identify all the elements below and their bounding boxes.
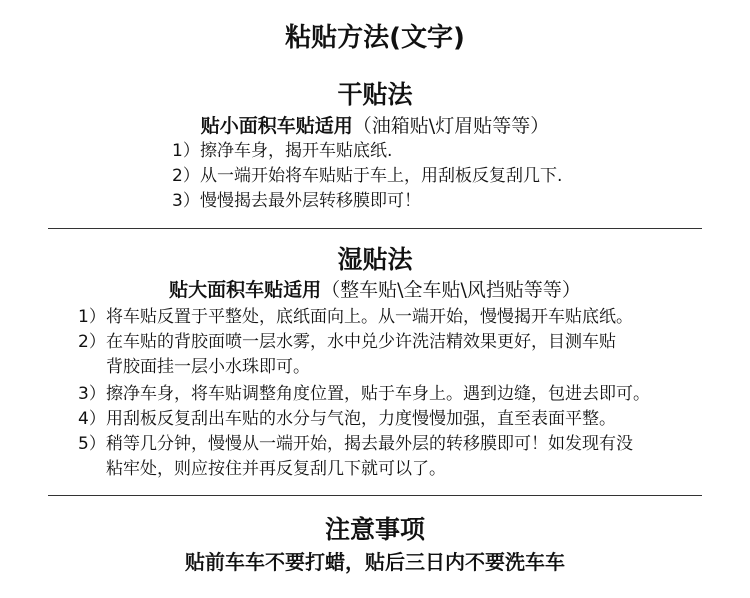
step-number: 4） [78,409,106,429]
step-number: 2） [172,166,200,186]
wet-step-4 [78,407,616,431]
wet-subtitle-bold: 贴大面积车贴适用 [169,279,322,301]
dry-subtitle-bold: 贴小面积车贴适用 [200,115,353,137]
step-number: 1） [172,141,200,161]
step-text: 在车贴的背胶面喷一层水雾，水中兑少许洗洁精效果更好，目测车贴 [106,332,616,352]
step-number: 3） [172,191,200,211]
step-number: 1） [78,307,106,327]
dry-step-3 [172,189,421,213]
dry-step-1 [172,139,392,163]
step-text: 粘牢处，则应按住并再反复刮几下就可以了。 [106,459,446,479]
notice-heading: 注意事项 [324,515,425,544]
page-title: 粘贴方法(文字) [285,23,465,53]
section-divider [48,495,702,496]
step-text: 慢慢揭去最外层转移膜即可！ [200,191,421,211]
wet-method-heading: 湿贴法 [337,245,413,274]
wet-step-5-continued [106,457,446,481]
dry-method-subtitle [0,113,750,139]
wet-step-5 [78,432,633,456]
step-text: 擦净车身，揭开车贴底纸. [200,141,393,161]
wet-subtitle-rest: （整车贴\全车贴\风挡贴等等） [321,279,581,301]
step-text: 将车贴反置于平整处，底纸面向上。从一端开始，慢慢揭开车贴底纸。 [106,307,633,327]
step-text: 稍等几分钟，慢慢从一端开始，揭去最外层的转移膜即可！如发现有没 [106,434,633,454]
wet-method-subtitle [0,277,750,303]
wet-step-2 [78,330,616,354]
dry-subtitle-rest: （油箱贴\灯眉贴等等） [352,115,550,137]
dry-step-2 [172,164,562,188]
wet-step-3 [78,382,650,406]
section-divider [48,228,702,229]
wet-step-2-continued [106,355,310,379]
step-number: 3） [78,384,106,404]
step-text: 擦净车身，将车贴调整角度位置，贴于车身上。遇到边缝，包进去即可。 [106,384,650,404]
notice-text: 贴前车车不要打蜡，贴后三日内不要洗车车 [185,550,565,574]
dry-method-heading: 干贴法 [337,80,413,109]
step-number: 2） [78,332,106,352]
step-text: 用刮板反复刮出车贴的水分与气泡，力度慢慢加强，直至表面平整。 [106,409,616,429]
step-text: 从一端开始将车贴贴于车上，用刮板反复刮几下. [200,166,563,186]
wet-step-1 [78,305,633,329]
step-number: 5） [78,434,106,454]
step-text: 背胶面挂一层小水珠即可。 [106,357,310,377]
